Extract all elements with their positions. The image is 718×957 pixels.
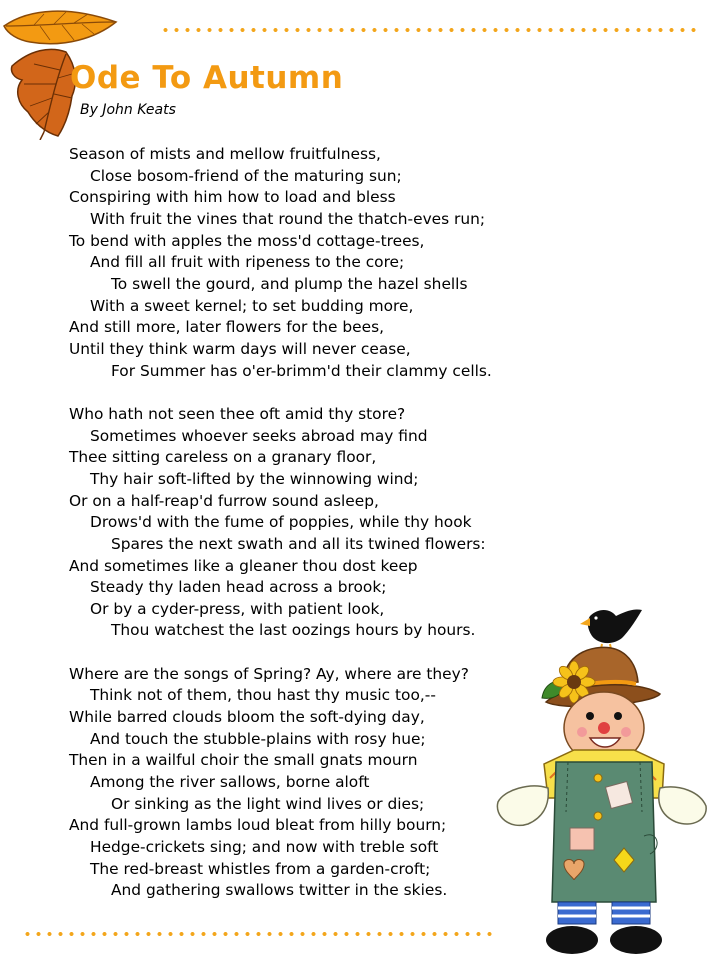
scarecrow-legs-icon [546, 902, 662, 954]
poem-line: Think not of them, thou hast thy music too,-- [90, 686, 436, 705]
poem-line: Thou watchest the last oozings hours by hours. [111, 621, 476, 640]
poem-line: While barred clouds bloom the soft-dying day, [69, 708, 425, 727]
poem-line: Among the river sallows, borne aloft [90, 773, 370, 792]
poem-line: And full-grown lambs loud bleat from hilly bourn; [69, 816, 447, 835]
stanza [69, 404, 492, 642]
poem-line: Then in a wailful choir the small gnats mourn [69, 751, 418, 770]
poem-line: Season of mists and mellow fruitfulness, [69, 145, 381, 163]
poem-line: Or by a cyder-press, with patient look, [90, 599, 385, 618]
poem-line: Or sinking as the light wind lives or dies; [111, 794, 425, 813]
poem-line: And touch the stubble-plains with rosy hue; [90, 729, 426, 748]
poem-line: For Summer has o'er-brimm'd their clammy cells. [111, 361, 492, 380]
bottom-leaf-icon [11, 49, 75, 140]
poem-line: Or on a half-reap'd furrow sound asleep, [69, 491, 379, 510]
poem-line: Where are the songs of Spring? Ay, where are they? [69, 664, 469, 683]
poem-line: To swell the gourd, and plump the hazel shells [111, 274, 468, 293]
poem-author: By John Keats [80, 102, 176, 118]
poem-line: Spares the next swath and all its twined flowers: [111, 534, 486, 553]
poem-line: Hedge-crickets sing; and now with treble soft [90, 838, 439, 857]
top-leaf-icon [4, 11, 116, 44]
poem-line: And gathering swallows twitter in the skies. [111, 881, 448, 900]
poem-line: To bend with apples the moss'd cottage-trees, [69, 231, 425, 250]
scarecrow-icon [486, 602, 718, 957]
scarecrow-body-icon [544, 750, 664, 902]
poem-line: Steady thy laden head across a brook; [90, 578, 387, 597]
poem-title: Ode To Autumn [70, 60, 344, 96]
poem-body [69, 144, 492, 924]
poem-line: With a sweet kernel; to set budding more, [90, 296, 414, 315]
poem-line: Sometimes whoever seeks abroad may find [90, 426, 428, 445]
poem-line: Who hath not seen thee oft amid thy store? [69, 404, 406, 423]
poem-line: And fill all fruit with ripeness to the core; [90, 253, 405, 272]
poem-line: Until they think warm days will never cease, [69, 339, 411, 358]
poem-line: Thy hair soft-lifted by the winnowing wind; [90, 469, 419, 488]
stanza [69, 144, 492, 382]
poem-line: With fruit the vines that round the thatch-eves run; [90, 209, 486, 228]
poem-line: Drows'd with the fume of poppies, while thy hook [90, 513, 472, 532]
poem-line: Conspiring with him how to load and bless [69, 188, 396, 207]
poem-line: And still more, later flowers for the bees, [69, 318, 385, 337]
poem-line: Thee sitting careless on a granary floor, [69, 448, 377, 467]
top-dotted-border [160, 28, 700, 32]
stanza [69, 664, 492, 902]
poem-line: And sometimes like a gleaner thou dost keep [69, 556, 418, 575]
poem-line: Close bosom-friend of the maturing sun; [90, 166, 402, 185]
bottom-dotted-border [22, 932, 492, 936]
poem-line: The red-breast whistles from a garden-croft; [90, 859, 431, 878]
